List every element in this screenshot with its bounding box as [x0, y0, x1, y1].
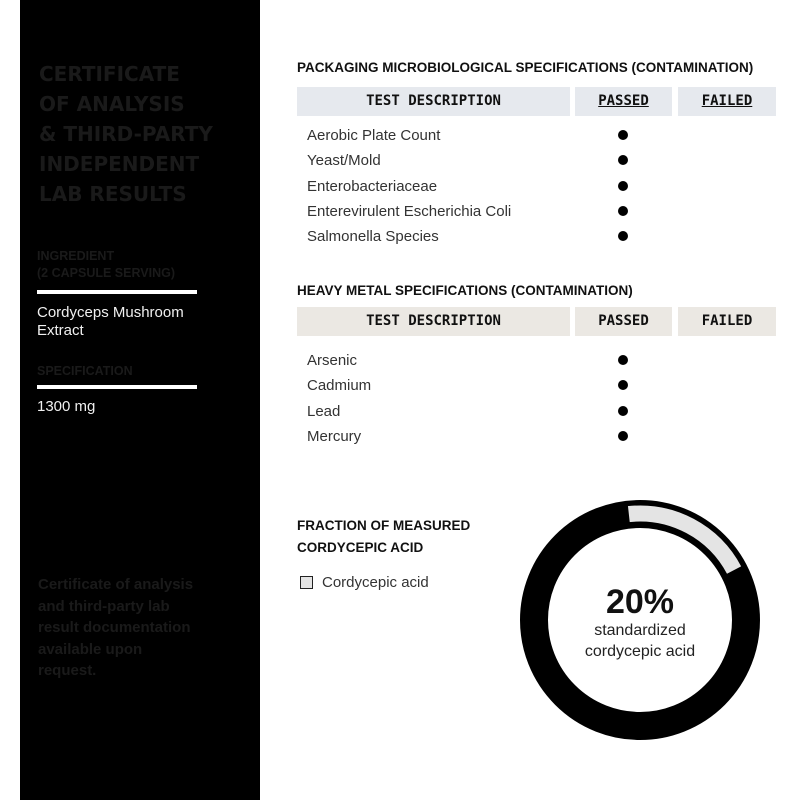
- test-label: Salmonella Species: [307, 228, 439, 245]
- passed-dot-icon: [618, 231, 628, 241]
- fraction-title-line: CORDYCEPIC ACID: [297, 540, 424, 555]
- caption-line: cordycepic acid: [584, 642, 696, 660]
- micro-row: [297, 174, 777, 199]
- metal-row: [297, 348, 777, 373]
- micro-header-test-description-text: TEST DESCRIPTION: [366, 93, 501, 109]
- micro-row: [297, 123, 777, 148]
- passed-dot-icon: [618, 130, 628, 140]
- test-label: Arsenic: [307, 352, 358, 369]
- metals-header-passed: PASSED: [575, 307, 672, 336]
- fraction-title-line: FRACTION OF MEASURED: [297, 518, 471, 533]
- passed-dot-icon: [618, 431, 628, 441]
- micro-header-failed-text: FAILED: [701, 93, 753, 109]
- caption-line: standardized: [594, 622, 686, 639]
- passed-dot-icon: [618, 380, 628, 390]
- ingredient-label-line: (2 CAPSULE SERVING): [37, 266, 175, 280]
- passed-dot-icon: [618, 406, 628, 416]
- title-line: INDEPENDENT: [39, 152, 200, 176]
- test-label: Enterobacteriaceae: [307, 178, 438, 195]
- specification-divider: [37, 385, 197, 389]
- passed-dot-icon: [618, 155, 628, 165]
- micro-section-title: PACKAGING MICROBIOLOGICAL SPECIFICATIONS (CONTAMINATION): [297, 60, 754, 75]
- micro-header-passed: [575, 87, 672, 116]
- metals-header-failed: FAILED: [678, 307, 776, 336]
- fraction-title: [297, 515, 517, 559]
- test-label: Mercury: [307, 428, 362, 445]
- ingredient-value: [37, 304, 184, 340]
- specification-value: 1300 mg: [37, 398, 96, 415]
- percent-caption: [520, 621, 760, 662]
- metals-header-test-description: TEST DESCRIPTION: [297, 307, 570, 336]
- passed-dot-icon: [618, 355, 628, 365]
- metals-section-title: HEAVY METAL SPECIFICATIONS (CONTAMINATION): [297, 283, 633, 298]
- passed-dot-icon: [618, 181, 628, 191]
- title-line: LAB RESULTS: [39, 182, 187, 206]
- ingredient-label: [37, 248, 175, 282]
- test-label: Aerobic Plate Count: [307, 127, 441, 144]
- percent-value: 20%: [605, 583, 675, 621]
- certificate-title: [39, 59, 239, 209]
- micro-row: [297, 148, 777, 173]
- ingredient-value-line: Extract: [37, 322, 84, 339]
- micro-row: [297, 224, 777, 249]
- test-label: Cadmium: [307, 377, 372, 394]
- passed-dot-icon: [618, 206, 628, 216]
- ingredient-value-line: Cordyceps Mushroom: [37, 304, 184, 321]
- ingredient-divider: [37, 290, 197, 294]
- legend-label: Cordycepic acid: [322, 574, 429, 591]
- note-line: Certificate of analysis: [38, 576, 194, 593]
- metal-row: [297, 373, 777, 398]
- specification-label: SPECIFICATION: [37, 364, 133, 378]
- test-label: Yeast/Mold: [307, 152, 381, 169]
- micro-header-failed: [678, 87, 776, 116]
- note-line: result documentation: [38, 619, 191, 636]
- availability-note: [38, 574, 238, 682]
- ingredient-label-line: INGREDIENT: [37, 249, 115, 263]
- note-line: request.: [38, 662, 97, 679]
- title-line: & THIRD-PARTY: [39, 122, 213, 146]
- micro-row: [297, 199, 777, 224]
- legend-swatch: [300, 576, 313, 589]
- test-label: Lead: [307, 403, 341, 420]
- micro-header-passed-text: PASSED: [598, 93, 649, 109]
- micro-header-test-description: [297, 87, 570, 116]
- title-line: OF ANALYSIS: [39, 92, 185, 116]
- title-line: CERTIFICATE: [39, 62, 180, 86]
- note-line: available upon: [38, 640, 143, 658]
- test-label: Enterevirulent Escherichia Coli: [307, 203, 512, 220]
- metal-row: [297, 424, 777, 449]
- metal-row: [297, 399, 777, 424]
- note-line: and third-party lab: [38, 597, 170, 615]
